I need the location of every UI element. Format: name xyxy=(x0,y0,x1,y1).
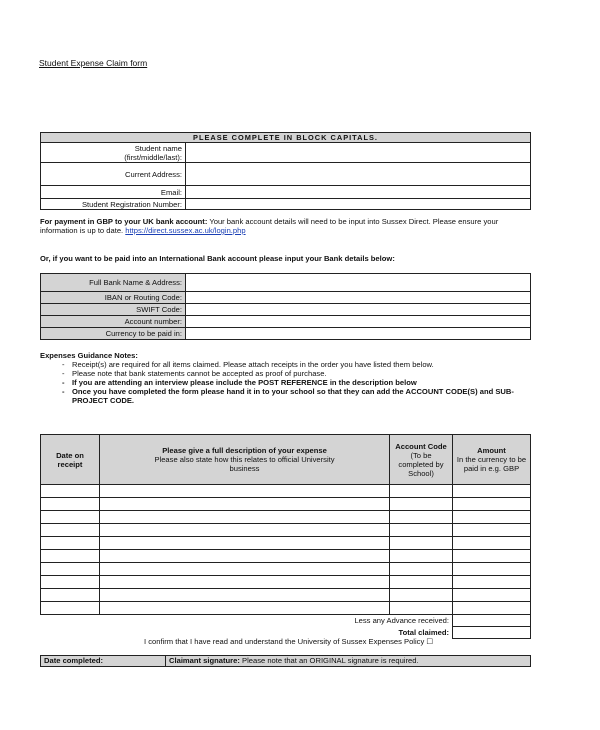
policy-confirmation[interactable]: I confirm that I have read and understand the University of Sussex Expenses Policy ☐ xyxy=(144,637,434,646)
expense-description-cell[interactable] xyxy=(100,524,390,537)
uk-payment-text: Your bank account details will need to be input into Sussex Direct. Please ensure your information is up to date. xyxy=(40,217,499,235)
current-address-label: Current Address: xyxy=(41,163,186,186)
total-claimed-label: Total claimed: xyxy=(100,627,453,639)
expense-code-cell[interactable] xyxy=(390,537,453,550)
expense-date-cell[interactable] xyxy=(41,511,100,524)
less-advance-row xyxy=(41,615,531,627)
less-advance-field[interactable] xyxy=(453,615,531,627)
expense-row xyxy=(41,589,531,602)
swift-field[interactable] xyxy=(186,304,531,316)
expense-code-cell[interactable] xyxy=(390,511,453,524)
notes-heading: Expenses Guidance Notes: xyxy=(40,351,138,360)
expense-row xyxy=(41,563,531,576)
note-item: - Once you have completed the form please hand it in to your school so that they can add the ACCOUNT CODE(S) and SUB-PROJECT CODE. xyxy=(40,387,534,405)
expense-date-cell[interactable] xyxy=(41,524,100,537)
account-number-label: Account number: xyxy=(41,316,186,328)
expense-date-cell[interactable] xyxy=(41,550,100,563)
expense-amount-cell[interactable] xyxy=(453,563,531,576)
expense-amount-cell[interactable] xyxy=(453,524,531,537)
expense-description-cell[interactable] xyxy=(100,589,390,602)
note-item: - If you are attending an interview please include the POST REFERENCE in the description below xyxy=(40,378,534,387)
date-completed-label: Date completed: xyxy=(41,656,166,667)
expense-code-cell[interactable] xyxy=(390,550,453,563)
expense-description-cell[interactable] xyxy=(100,576,390,589)
uk-payment-bold: For payment in GBP to your UK bank account: xyxy=(40,217,208,226)
uk-payment-paragraph xyxy=(40,217,534,235)
expense-code-cell[interactable] xyxy=(390,589,453,602)
col-description-title: Please give a full description of your expense xyxy=(162,446,327,455)
note-item: - Please note that bank statements cannot be accepted as proof of purchase. xyxy=(40,369,534,378)
signature-label: Claimant signature: xyxy=(169,656,240,665)
bank-details-table xyxy=(40,273,531,340)
guidance-notes xyxy=(40,351,534,405)
expense-amount-cell[interactable] xyxy=(453,511,531,524)
col-date-header: Date on receipt xyxy=(41,435,100,485)
expense-description-cell[interactable] xyxy=(100,563,390,576)
email-label: Email: xyxy=(41,186,186,199)
expenses-table xyxy=(40,434,531,639)
expense-date-cell[interactable] xyxy=(41,498,100,511)
form-title: Student Expense Claim form xyxy=(39,58,148,68)
expense-amount-cell[interactable] xyxy=(453,576,531,589)
less-advance-label: Less any Advance received: xyxy=(100,615,453,627)
swift-label: SWIFT Code: xyxy=(41,304,186,316)
student-name-label: Student name (first/middle/last): xyxy=(41,143,186,163)
student-details-table xyxy=(40,132,531,210)
expense-date-cell[interactable] xyxy=(41,537,100,550)
current-address-field[interactable] xyxy=(186,163,531,186)
notes-list xyxy=(40,360,534,405)
account-number-field[interactable] xyxy=(186,316,531,328)
expense-description-cell[interactable] xyxy=(100,537,390,550)
expense-row xyxy=(41,485,531,498)
expense-amount-cell[interactable] xyxy=(453,589,531,602)
blank-cell xyxy=(41,615,100,627)
expense-amount-cell[interactable] xyxy=(453,550,531,563)
expense-row xyxy=(41,602,531,615)
col-description-header xyxy=(100,435,390,485)
iban-label: IBAN or Routing Code: xyxy=(41,292,186,304)
expense-row xyxy=(41,576,531,589)
expense-description-cell[interactable] xyxy=(100,485,390,498)
expense-date-cell[interactable] xyxy=(41,589,100,602)
col-amount-header xyxy=(453,435,531,485)
expense-row xyxy=(41,537,531,550)
bank-name-field[interactable] xyxy=(186,274,531,292)
signature-table xyxy=(40,655,531,667)
expense-code-cell[interactable] xyxy=(390,602,453,615)
expense-code-cell[interactable] xyxy=(390,485,453,498)
expense-amount-cell[interactable] xyxy=(453,485,531,498)
signature-note: Please note that an ORIGINAL signature is required. xyxy=(239,656,419,665)
expense-description-cell[interactable] xyxy=(100,498,390,511)
col-amount-title: Amount xyxy=(477,446,506,455)
expense-date-cell[interactable] xyxy=(41,485,100,498)
block-capitals-header: PLEASE COMPLETE IN BLOCK CAPITALS. xyxy=(41,133,531,143)
expense-description-cell[interactable] xyxy=(100,602,390,615)
expense-row xyxy=(41,524,531,537)
expense-amount-cell[interactable] xyxy=(453,602,531,615)
student-name-field[interactable] xyxy=(186,143,531,163)
expense-description-cell[interactable] xyxy=(100,550,390,563)
currency-field[interactable] xyxy=(186,328,531,340)
expense-row xyxy=(41,498,531,511)
expense-description-cell[interactable] xyxy=(100,511,390,524)
expense-code-cell[interactable] xyxy=(390,563,453,576)
col-account-code-header xyxy=(390,435,453,485)
note-item: - Receipt(s) are required for all items claimed. Please attach receipts in the order you have listed them below. xyxy=(40,360,534,369)
intl-payment-paragraph: Or, if you want to be paid into an International Bank account please input your Bank details below: xyxy=(40,254,395,263)
expense-code-cell[interactable] xyxy=(390,498,453,511)
blank-cell xyxy=(41,627,100,639)
expense-code-cell[interactable] xyxy=(390,576,453,589)
col-amount-subtitle: In the currency to be paid in e.g. GBP xyxy=(456,455,527,473)
col-account-code-subtitle: (To be completed by School) xyxy=(398,450,444,478)
email-field[interactable] xyxy=(186,186,531,199)
total-claimed-field[interactable] xyxy=(453,627,531,639)
expense-date-cell[interactable] xyxy=(41,563,100,576)
expense-amount-cell[interactable] xyxy=(453,537,531,550)
registration-number-label: Student Registration Number: xyxy=(41,199,186,210)
sussex-direct-link[interactable]: https://direct.sussex.ac.uk/login.php xyxy=(125,226,246,235)
bank-name-label: Full Bank Name & Address: xyxy=(41,274,186,292)
col-description-subtitle: Please also state how this relates to official University business xyxy=(154,455,335,473)
expense-code-cell[interactable] xyxy=(390,524,453,537)
expense-amount-cell[interactable] xyxy=(453,498,531,511)
signature-cell[interactable] xyxy=(166,656,531,667)
iban-field[interactable] xyxy=(186,292,531,304)
col-account-code-title: Account Code xyxy=(395,441,447,451)
expense-row xyxy=(41,550,531,563)
expense-row xyxy=(41,511,531,524)
registration-number-field[interactable] xyxy=(186,199,531,210)
expense-date-cell[interactable] xyxy=(41,602,100,615)
currency-label: Currency to be paid in: xyxy=(41,328,186,340)
expense-date-cell[interactable] xyxy=(41,576,100,589)
